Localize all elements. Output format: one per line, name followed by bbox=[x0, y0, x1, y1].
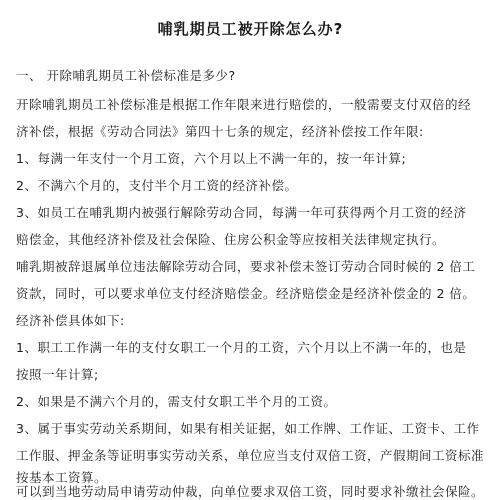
section-heading: 一、 开除哺乳期员工补偿标准是多少? bbox=[16, 68, 236, 83]
list-item: 2、不满六个月的，支付半个月工资的经济补偿。 bbox=[16, 178, 298, 193]
paragraph-line: 赔偿金，其他经济补偿及社会保险、住房公积金等应按相关法律规定执行。 bbox=[16, 232, 446, 247]
list-item: 3、属于事实劳动关系期间，如果有相关证据，如工作牌、工作证、工资卡、工作 bbox=[16, 421, 480, 436]
paragraph-line: 哺乳期被辞退属单位违法解除劳动合同，要求补偿未签订劳动合同时候的 2 倍工 bbox=[16, 259, 476, 274]
paragraph-line: 按照一年计算; bbox=[16, 367, 99, 382]
paragraph-line: 可以到当地劳动局申请劳动仲裁，向单位要求双倍工资，同时要求补缴社会保险。 bbox=[16, 484, 485, 499]
list-item: 1、职工工作满一年的支付女职工一个月的工资，六个月以上不满一年的，也是 bbox=[16, 340, 467, 355]
paragraph-line: 济补偿，根据《劳动合同法》第四十七条的规定，经济补偿按工作年限: bbox=[16, 124, 424, 139]
list-item: 3、如员工在哺乳期内被强行解除劳动合同，每满一年可获得两个月工资的经济 bbox=[16, 205, 467, 220]
paragraph-line: 经济补偿具体如下: bbox=[16, 313, 125, 328]
list-item: 2、如果是不满六个月的，需支付女职工半个月的工资。 bbox=[16, 394, 337, 409]
page-title: 哺乳期员工被开除怎么办? bbox=[157, 20, 344, 38]
paragraph-line: 资款，同时，可以要求单位支付经济赔偿金。经济赔偿金是经济补偿金的 2 倍。 bbox=[16, 286, 476, 301]
paragraph-line: 开除哺乳期员工补偿标准是根据工作年限来进行赔偿的，一般需要支付双倍的经 bbox=[16, 97, 472, 112]
paragraph-line: 工作服、押金条等证明事实劳动关系，单位应当支付双倍工资，产假期间工资标准 bbox=[16, 448, 485, 463]
list-item: 1、每满一年支付一个月工资，六个月以上不满一年的，按一年计算; bbox=[16, 151, 407, 166]
paragraph-line: 按基本工资算。 bbox=[16, 470, 108, 485]
